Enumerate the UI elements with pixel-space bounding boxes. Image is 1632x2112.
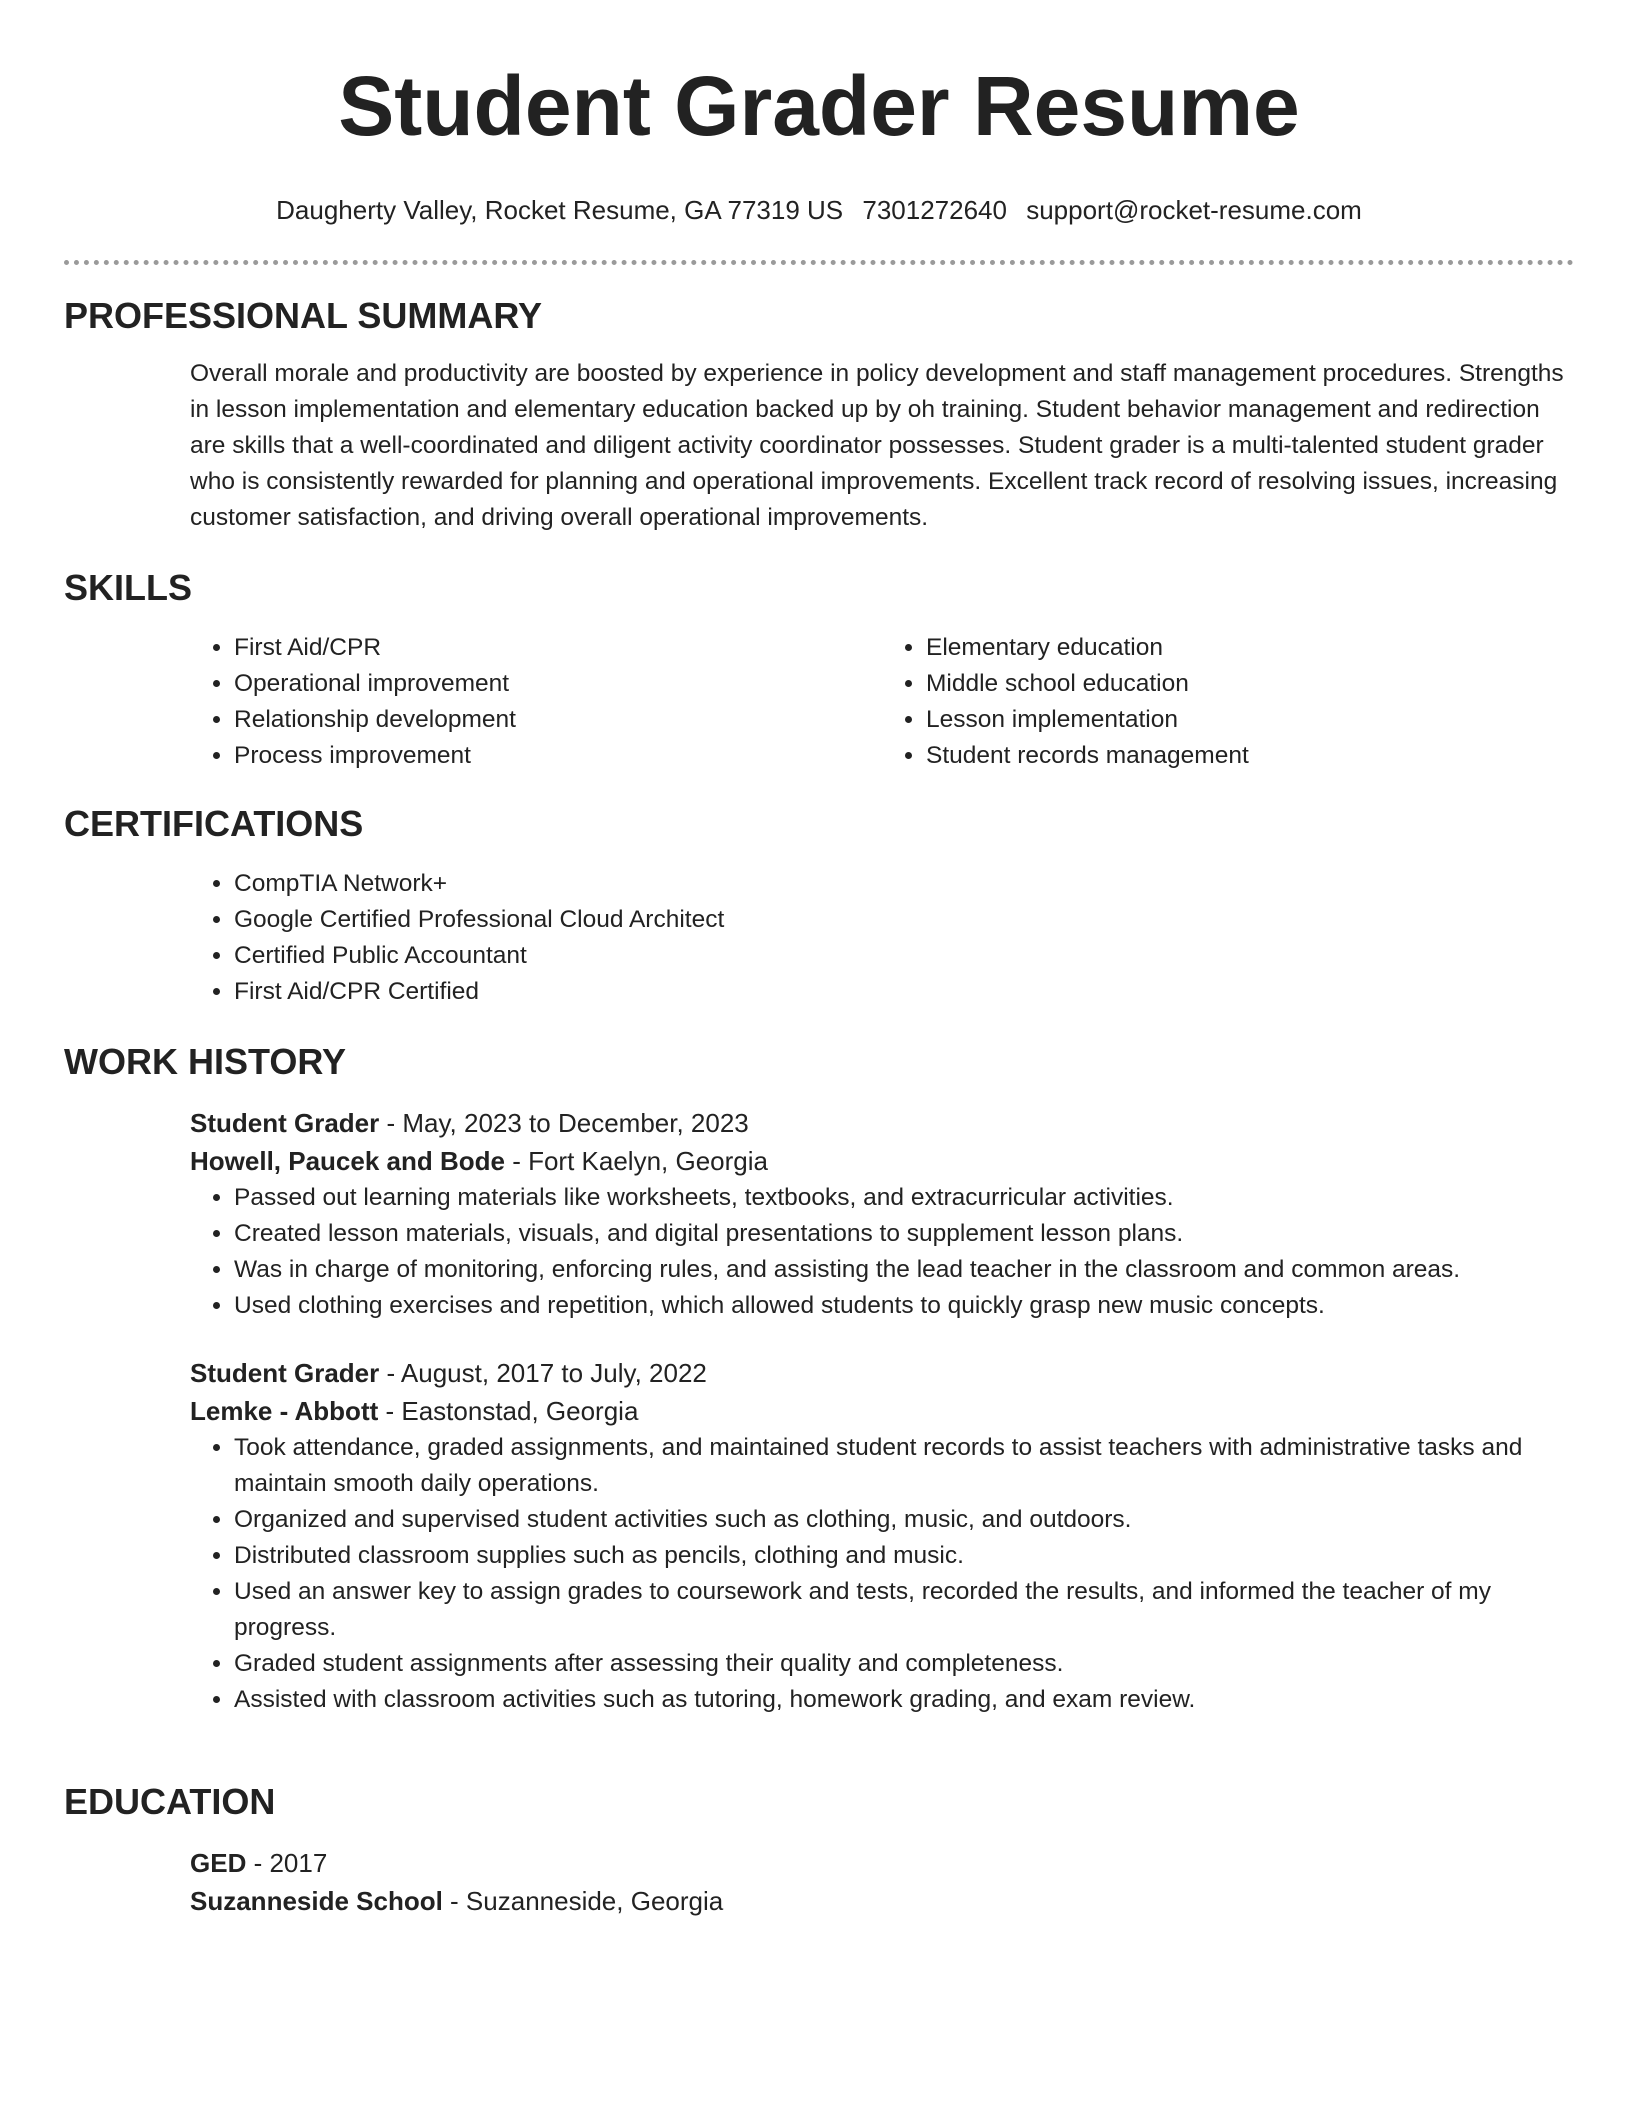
contact-address: Daugherty Valley, Rocket Resume, GA 77319 US [276,195,844,225]
skills-right-list [882,630,1574,774]
education-content [190,1844,1574,1920]
contact-line [64,194,1574,226]
resume-page [64,0,1574,1916]
skills-heading: SKILLS [64,567,193,608]
work-history-section [64,1040,1574,1718]
job-bullet: • Created lesson materials, visuals, and digital presentations to supplement lesson plans. [234,1216,1574,1252]
education-school-line [190,1882,1574,1920]
skill-item: • Elementary education [926,630,1574,666]
job-bullets [190,1180,1574,1324]
job-entry [190,1104,1574,1324]
header-divider [64,260,1574,265]
job-company: Howell, Paucek and Bode [190,1146,505,1176]
job-bullet: • Was in charge of monitoring, enforcing rules, and assisting the lead teacher in the classroom and common areas. [234,1252,1574,1288]
education-school: Suzanneside School [190,1886,443,1916]
skills-left-list [190,630,882,774]
job-bullets [190,1430,1574,1718]
certifications-content [190,866,1574,1010]
job-dates: - May, 2023 to December, 2023 [379,1108,749,1138]
certification-item: • Google Certified Professional Cloud Architect [234,902,1574,938]
job-bullet: • Organized and supervised student activities such as clothing, music, and outdoors. [234,1502,1574,1538]
job-dates: - August, 2017 to July, 2022 [379,1358,707,1388]
job-bullet: • Graded student assignments after assessing their quality and completeness. [234,1646,1574,1682]
job-entry [190,1354,1574,1718]
page-title: Student Grader Resume [338,59,1300,153]
work-history-content [190,1104,1574,1718]
education-location: - Suzanneside, Georgia [442,1886,724,1916]
job-company-line [190,1392,1574,1430]
skills-section [64,566,1574,774]
job-bullet: • Used clothing exercises and repetition, which allowed students to quickly grasp new music concepts. [234,1288,1574,1324]
certifications-list [190,866,1574,1010]
job-company-line [190,1142,1574,1180]
skill-item: • Lesson implementation [926,702,1574,738]
education-section [64,1780,1574,1920]
job-bullet: • Assisted with classroom activities such as tutoring, homework grading, and exam review. [234,1682,1574,1718]
contact-phone: 7301272640 [862,195,1007,225]
certifications-heading: CERTIFICATIONS [64,803,364,844]
job-company: Lemke - Abbott [190,1396,379,1426]
certification-item: • Certified Public Accountant [234,938,1574,974]
summary-text: Overall morale and productivity are boosted by experience in policy development and staff management procedures. Strengths in lesson implementation and elementary education backed up by oh training. Student behavior management and redirection are skills that a well-coordinated and diligent activity coordinator possesses. Student grader is a multi-talented student grader who is consistently rewarded for planning and operational improvements. Excellent track record of resolving issues, increasing customer satisfaction, and driving overall operational improvements. [190,360,1564,531]
job-title-line [190,1354,1574,1392]
education-heading: EDUCATION [64,1781,276,1822]
job-bullet: • Took attendance, graded assignments, and maintained student records to assist teachers with administrative tasks and maintain smooth daily operations. [234,1430,1574,1502]
skill-item: • Operational improvement [234,666,882,702]
education-degree: GED [190,1848,247,1878]
education-year: - 2017 [246,1848,328,1878]
job-location: - Fort Kaelyn, Georgia [504,1146,768,1176]
skill-item: • First Aid/CPR [234,630,882,666]
skill-item: • Process improvement [234,738,882,774]
certification-item: • CompTIA Network+ [234,866,1574,902]
certification-item: • First Aid/CPR Certified [234,974,1574,1010]
job-title: Student Grader [190,1358,380,1388]
education-degree-line [190,1844,1574,1882]
skill-item: • Middle school education [926,666,1574,702]
skill-item: • Student records management [926,738,1574,774]
skill-item: • Relationship development [234,702,882,738]
job-title: Student Grader [190,1108,380,1138]
job-bullet: • Distributed classroom supplies such as pencils, clothing and music. [234,1538,1574,1574]
certifications-section [64,802,1574,1010]
contact-email: support@rocket-resume.com [1026,195,1362,225]
summary-section [64,294,1574,536]
job-bullet: • Used an answer key to assign grades to coursework and tests, recorded the results, and informed the teacher of my progress. [234,1574,1574,1646]
job-title-line [190,1104,1574,1142]
job-bullet: • Passed out learning materials like worksheets, textbooks, and extracurricular activities. [234,1180,1574,1216]
summary-heading: PROFESSIONAL SUMMARY [64,295,543,336]
work-history-heading: WORK HISTORY [64,1041,347,1082]
skills-grid [190,630,1574,774]
job-location: - Eastonstad, Georgia [378,1396,639,1426]
